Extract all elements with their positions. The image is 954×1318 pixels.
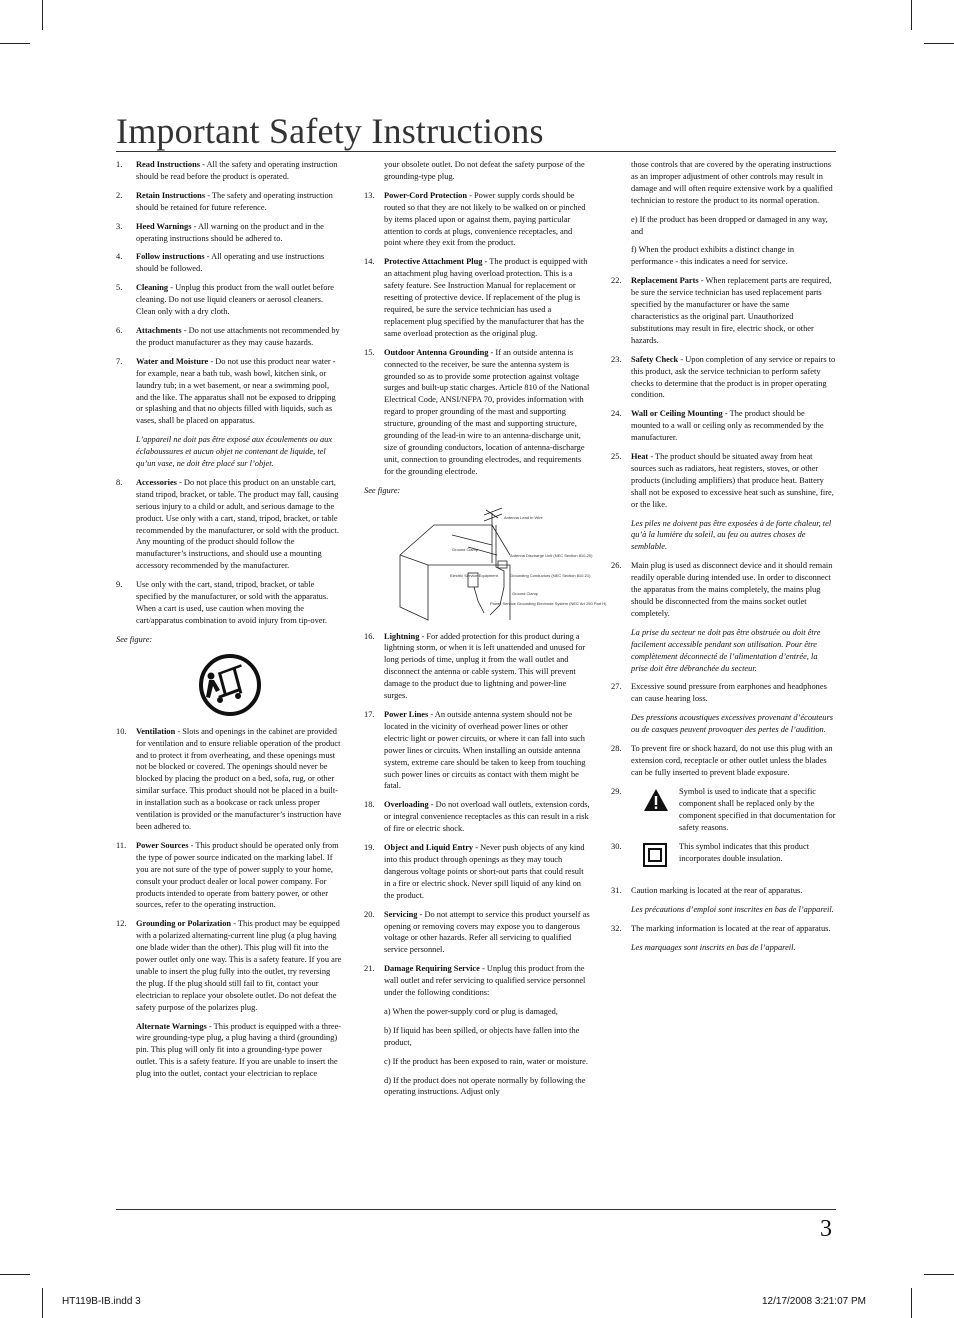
item-text: - This product is equipped with a three-wire grounding-type plug, a plug having a third (grounding) pin. This plug will only fit into a grounding-type power outlet. This is a safety feature. If you are unable to insert the plug into the outlet, contact your electrician to replace [136,1021,342,1079]
item-text: - The product should be mounted to a wall or ceiling only as recommended by the manufacturer. [631,409,824,443]
item-title: Power Lines [384,710,429,719]
crop-mark [42,0,43,30]
page-title: Important Safety Instructions [116,111,544,151]
item-number: 20. [364,909,375,919]
list-item [116,190,342,214]
warning-triangle-icon [643,788,669,812]
item-number: 31. [611,886,622,896]
item-text: - Do not overload wall outlets, extension cords, or integral convenience receptacles as this can result in a risk of fire or electric shock. [384,800,590,834]
item-text: - All the safety and operating instruction should be read before the product is operated. [136,160,338,181]
list-item [116,159,342,183]
antenna-grounding-diagram [392,505,607,623]
french-note: Des pressions acoustiques excessives provenant d’écouteurs ou de casques peuvent provoquer des pertes de l’audition. [631,713,833,735]
sub-condition: a) When the power-supply cord or plug is damaged, [384,1006,558,1016]
crop-mark [924,43,954,44]
french-note: La prise du secteur ne doit pas être obstruée ou doit être facilement accessible pendant son utilisation. Pour être complètement déconnecté de l’alimentation d’entrée, la prise doit être débranchée du secteur. [631,627,821,673]
item-title: Overloading [384,800,429,810]
column-1 [116,159,342,1087]
crop-mark [911,0,912,30]
item-text: Main plug is used as disconnect device and it should remain readily operable during intended use. In order to disconnect the apparatus from the mains completely, the mains plug should be disconnected from the mains socket outlet completely. [631,561,833,618]
item-title: Power-Cord Protection [384,190,468,200]
label-electric-service: Electric Service Equipment [450,572,498,578]
list-item [364,842,590,902]
see-figure-label: See figure: [364,485,401,495]
item-number: 30. [611,842,622,852]
item-title: Damage Requiring Service [384,964,480,974]
list-item [364,347,590,478]
item-number: 10. [116,726,127,736]
footer-timestamp: 12/17/2008 3:21:07 PM [762,1296,866,1307]
item-text: - This product should be operated only from the type of power source indicated on the marking label. If you are not sure of the type of power supply to your home, consult your product dealer or local power company. For products intended to operate from battery power, or other sources, refer to the operating instruction. [136,840,339,910]
list-item [116,282,342,318]
item-text: - If an outside antenna is connected to the receiver, be sure the antenna system is grounded so as to provide some protection against voltage surges and built-up static charges. Article 810 of the National Electrical Code, ANSI/NFPA 70, provides information with regard to proper grounding of the mast and supporting structure, grounding of the mast and supporting structure, grounding of the lead-in wire to an antenna-discharge unit, size of grounding conductors, location of antenna-discharge unit, connection to grounding electrodes, and requirements for the grounding electrode. [384,347,590,476]
list-item [611,275,836,346]
item-number: 16. [364,631,375,641]
see-figure-label: See figure: [116,634,153,644]
item-text: - All operating and use instructions should be followed. [136,252,325,274]
item-number: 1. [116,160,123,169]
item-text: - Do not use attachments not recommended by the product manufacturer as they may cause hazards. [136,325,340,347]
list-item [116,726,342,833]
item-text: - Power supply cords should be routed so that they are not likely to be walked on or pinched by items placed upon or against them, paying particular attention to cords at plugs, convenience receptacles, and point where they exit from the product. [384,190,586,248]
list-item [364,909,590,957]
column-2 [364,159,607,1105]
item-number: 22. [611,276,622,286]
list-item [611,743,836,779]
item-number: 18. [364,800,375,810]
item-text: - Do not attempt to service this product yourself as opening or removing covers may expose you to dangerous voltage or other hazards. Refer all servicing to qualified service personnel. [384,909,590,955]
item-title: Grounding or Polarization [136,919,232,929]
list-item [611,841,836,877]
french-note: Les précautions d’emploi sont inscrites en bas de l’appareil. [631,905,834,915]
label-ground-clamp-top: Ground Clamp [452,546,479,552]
item-title: Cleaning [136,283,169,293]
item-title: Read Instructions [136,160,200,169]
sub-condition: f) When the product exhibits a distinct change in performance - this indicates a need for service. [631,245,795,267]
list-item [364,799,590,835]
item-number: 9. [116,580,123,590]
double-insulation-icon [643,843,667,867]
list-item [611,408,836,444]
list-item [116,840,342,911]
item-title: Outdoor Antenna Grounding [384,347,489,357]
item-text: - The safety and operating instruction should be retained for future reference. [136,190,333,212]
item-text: Excessive sound pressure from earphones and headphones can cause hearing loss. [631,682,827,704]
list-item [611,786,836,834]
item-text: - Upon completion of any service or repairs to this product, ask the service technician to perform safety checks to determine that the product is in proper operating condition. [631,354,836,400]
item-text: - Never push objects of any kind into this product through openings as they may touch dangerous voltage points or short-out parts that could result in a fire or electric shock. Never spill liquid of any kind on the product. [384,843,585,900]
item-number: 23. [611,354,622,364]
label-grounding-electrode: Power Service Grounding Electrode System (NEC Art 250 Part H) [490,600,607,606]
cart-warning-icon [196,654,264,716]
sub-condition: c) If the product has been exposed to rain, water or moisture. [384,1056,588,1066]
item-title: Accessories [136,477,177,487]
item-text: The marking information is located at the rear of apparatus. [631,924,831,934]
item-text: - Do not use this product near water - for example, near a bath tub, wash bowl, kitchen sink, or laundry tub; in a wet basement, or near a swimming pool, and the like. The apparatus shall not be exposed to dripping or splashing and that no objects filled with liquids, such as vases, shall be placed on apparatus. [136,356,336,426]
label-ground-clamp: Ground Clamp [512,590,539,596]
item-title: Wall or Ceiling Mounting [631,409,723,419]
item-number: 5. [116,283,123,293]
item-text: Symbol is used to indicate that a specific component shall be replaced only by the component specified in that documentation for safety reasons. [679,786,836,832]
item-number: 17. [364,710,375,719]
item-number: 7. [116,356,123,366]
item-text: - This product may be equipped with a polarized alternating-current line plug (a plug having one blade wider than the other). This plug will fit into the power outlet only one way. This is a safety feature. If you are unable to insert the plug fully into the outlet, try reversing the plug. If the plug should still fail to fit, contact your electrician to replace your obsolete outlet. Do not defeat the safety purpose of the polarizes plug. [136,919,342,1012]
list-item [116,325,342,349]
list-item [611,681,836,705]
item-number: 25. [611,452,622,462]
column-3 [611,159,836,961]
label-antenna-lead-in: Antenna Lead In Wire [504,514,543,520]
bottom-rule [116,1209,836,1210]
list-item [611,923,836,935]
item-number: 15. [364,347,375,357]
list-item [611,451,836,511]
item-text: This symbol indicates that this product incorporates double insulation. [679,842,810,864]
french-note: Les marquages sont inscrits en bas de l’appareil. [631,943,796,953]
item-text: Caution marking is located at the rear of apparatus. [631,886,803,896]
item-number: 19. [364,843,375,853]
item-title: Power Sources [136,840,189,850]
crop-mark [0,43,30,44]
item-number: 4. [116,252,123,262]
label-antenna-discharge: Antenna Discharge Unit (NEC Section 810-20) [510,552,593,558]
item-title: Replacement Parts [631,276,699,286]
sub-condition: b) If liquid has been spilled, or objects have fallen into the product, [384,1025,580,1047]
list-item [116,477,342,572]
item-number: 11. [116,840,127,850]
french-note: L’appareil ne doit pas être exposé aux écoulements ou aux éclaboussures et aucun objet ne contenant de liquide, tel qu’un vase, ne doit être placé sur l’objet. [136,435,333,469]
item-text: To prevent fire or shock hazard, do not use this plug with an extension cord, receptacle or other outlet unless the blades can be fully inserted to prevent blade exposure. [631,744,833,777]
item-title: Retain Instructions [136,190,206,200]
item-number: 28. [611,744,622,754]
item-title: Follow instructions [136,252,205,262]
sub-condition: d) If the product does not operate normally by following the operating instructions. Adjust only [384,1075,586,1097]
item-title: Servicing [384,909,418,919]
item-number: 21. [364,964,375,974]
crop-mark [42,1288,43,1318]
house-wall [400,555,510,620]
item-title: Heed Warnings [136,221,192,231]
item-text: - Unplug this product from the wall outlet and refer servicing to qualified service personnel under the following conditions: [384,964,586,998]
item-title: Object and Liquid Entry [384,843,474,853]
list-item [116,221,342,245]
sub-paragraph [116,1021,342,1081]
list-item [611,354,836,402]
list-item [611,560,836,620]
item-text: Use only with the cart, stand, tripod, bracket, or table specified by the manufacturer, or sold with the apparatus. When a cart is used, use caution when moving the cart/apparatus combination to avoid injury from tip-over. [136,580,329,625]
item-number: 6. [116,325,123,335]
item-number: 8. [116,477,123,487]
item-number: 27. [611,682,622,692]
list-item [611,885,836,897]
list-item [116,579,342,627]
item-number: 29. [611,786,622,796]
sub-condition: e) If the product has been dropped or damaged in any way, and [631,214,828,236]
continued-text: those controls that are covered by the operating instructions as an improper adjustment of other controls may result in damage and will often require extensive work by a qualified technician to restore the product to its normal operation. [631,160,833,205]
item-number: 13. [364,190,375,200]
item-text: - For added protection for this product during a lightning storm, or when it is left unattended and unused for long periods of time, unplug it from the wall outlet and disconnect the antenna or cable system. This will prevent damage to the product due to lightning and power-line surges. [384,631,586,701]
item-text: - All warning on the product and in the operating instructions should be adhered to. [136,221,324,243]
list-item [116,356,342,427]
item-title: Lightning [384,631,420,641]
item-title: Attachments [136,325,182,335]
list-item [116,918,342,1013]
item-text: - Do not place this product on an unstable cart, stand tripod, bracket, or table. The product may fall, causing serious injury to a child or adult, and serious damage to the product. Use only with a cart, stand, tripod, bracket, or table recommended by the manufacturer, or sold with the product. Any mounting of the product should follow the manufacturer’s instructions, and should use a mounting accessory recommended by the manufacturer. [136,477,339,571]
french-note: Les piles ne doivent pas être exposées à de forte chaleur, tel qu’à la lumière du soleil, au feu ou autres choses de semblable. [631,518,832,552]
list-item [364,709,590,792]
item-text: - The product is equipped with an attachment plug having overload protection. This is a safety feature. See Instruction Manual for replacement or resetting of protective device. If replacement of the plug is required, be sure the service technician has used a replacement plug specified by the manufacturer that has the same overload protection as the original plug. [384,257,588,338]
item-number: 24. [611,409,622,419]
list-item [364,963,590,999]
list-item [116,251,342,275]
crop-mark [0,1274,30,1275]
item-title: Heat [631,452,649,462]
list-item [364,631,590,702]
list-item [364,256,590,339]
item-number: 26. [611,561,622,571]
crop-mark [911,1288,912,1318]
item-number: 12. [116,919,127,929]
item-title: Alternate Warnings [136,1021,207,1031]
title-rule [116,151,836,152]
item-number: 2. [116,190,123,200]
footer-filename: HT119B-IB.indd 3 [62,1296,141,1307]
item-text: - An outside antenna system should not be located in the vicinity of overhead power lines or other electric light or power circuits, or where it can fall into such power lines or circuits. When installing an outside antenna system, extreme care should be taken to keep from touching such power lines or circuits as contact with them might be fatal. [384,710,586,791]
page-number: 3 [820,1216,832,1242]
item-text: - Slots and openings in the cabinet are provided for ventilation and to ensure reliable operation of the product and to protect it from overheating, and these openings must not be blocked or covered. The openings should never be blocked by placing the product on a bed, sofa, rug, or other similar surface. This product should not be placed in a built-in installation such as a bookcase or rack unless proper ventilation is provided or the manufacturer’s instruction have been adhered to. [136,726,342,831]
item-text: - Unplug this product from the wall outlet before cleaning. Do not use liquid cleaners or aerosol cleaners. Clean only with a dry cloth. [136,283,334,317]
item-title: Ventilation [136,726,176,736]
item-title: Safety Check [631,354,679,364]
item-number: 14. [364,257,375,267]
list-item [364,190,590,250]
item-text: - When replacement parts are required, be sure the service technician has used replacement parts specified by the manufacturer or have the same characteristics as the original part. Unauthorized substitutions may result in fire, electric shock, or other hazards. [631,276,832,345]
item-number: 32. [611,924,622,934]
item-title: Protective Attachment Plug [384,257,483,267]
item-title: Water and Moisture [136,356,209,366]
item-number: 3. [116,221,123,231]
crop-mark [924,1274,954,1275]
continued-text: your obsolete outlet. Do not defeat the safety purpose of the grounding-type plug. [384,160,585,181]
item-text: - The product should be situated away from heat sources such as radiators, heat registers, stoves, or other products (including amplifiers) that produce heat. Battery shall not be exposed to excessive heat such as sunshine, fire, or the like. [631,452,834,509]
label-grounding-conductors: Grounding Conductors (NEC Section 810-21) [510,572,591,578]
